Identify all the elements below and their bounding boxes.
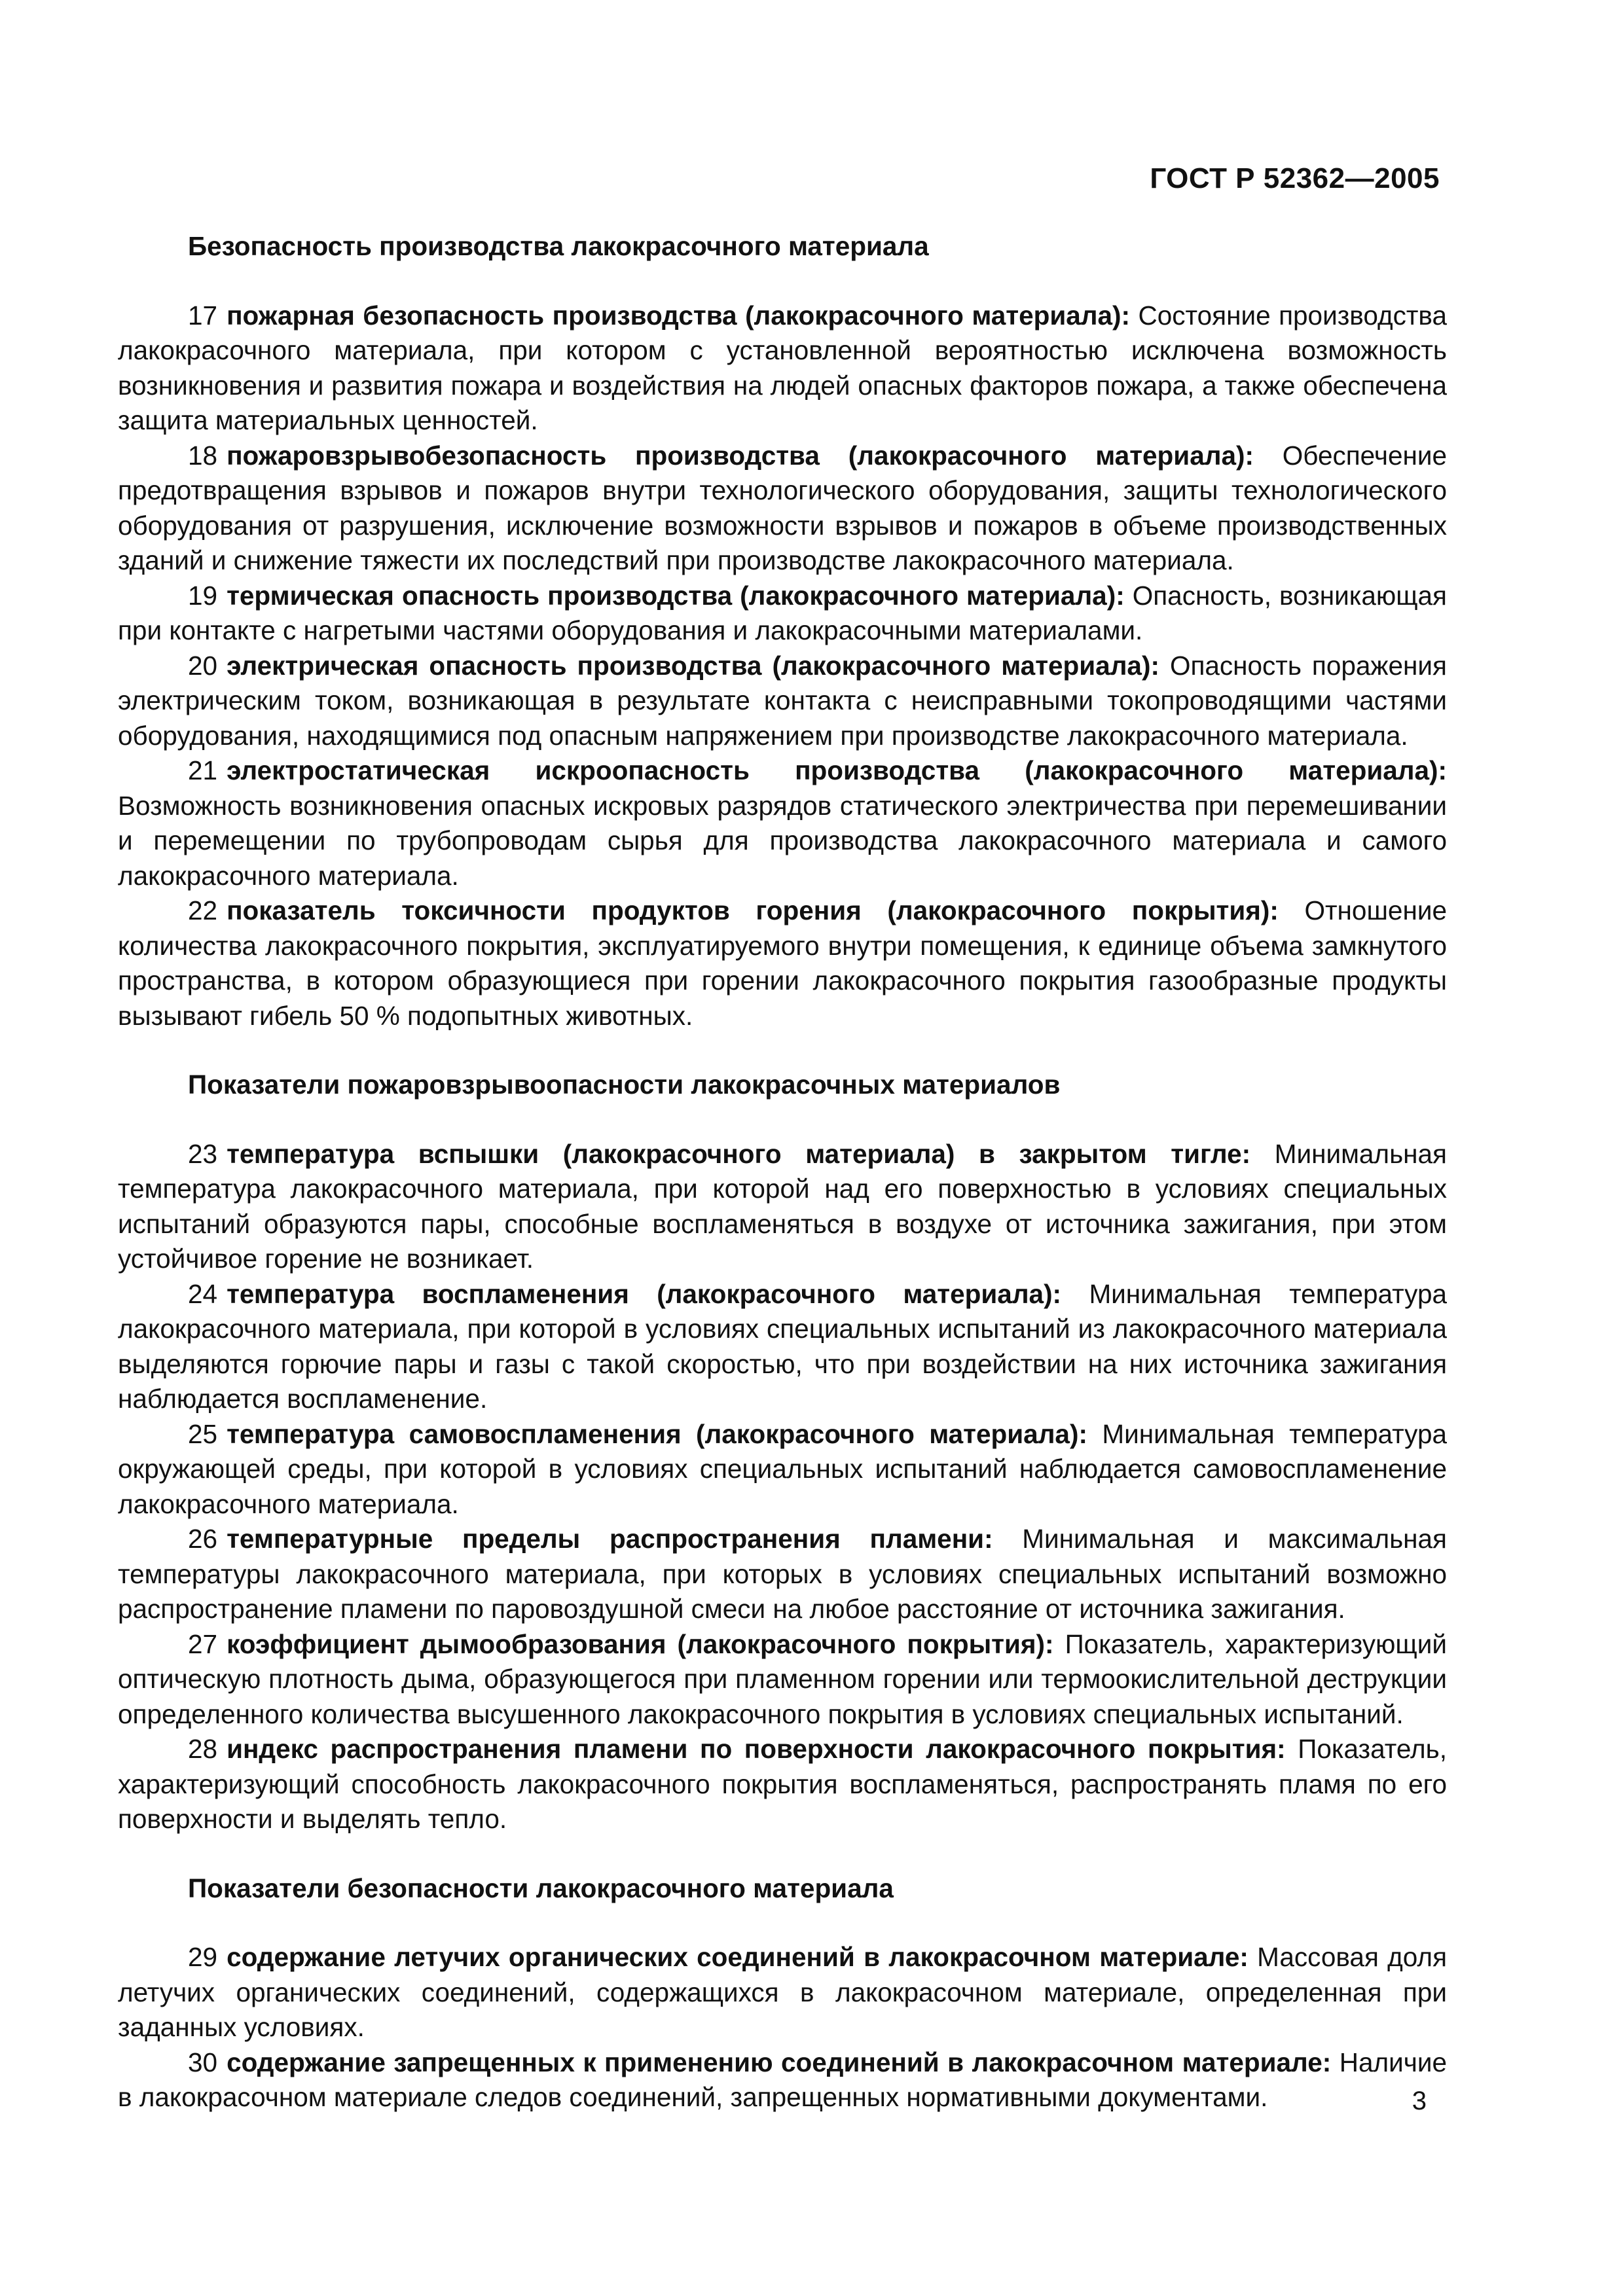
term-number: 17 <box>188 300 218 331</box>
term-entry <box>118 1732 1447 1837</box>
term-number: 28 <box>188 1734 218 1764</box>
section-title: Показатели безопасности лакокрасочного материала <box>188 1873 894 1903</box>
term-number: 21 <box>188 755 218 785</box>
term-name: содержание запрещенных к применению соединений в лакокрасочном материале: <box>227 2047 1332 2077</box>
term-definition: Состояние производства лакокрасочного материала, при котором с установленной вероятностью исключена возможность возникновения и развития пожара и воздействия на людей опасных факторов пожара, а также обеспечена защита материальных ценностей. <box>118 300 1447 435</box>
term-definition: Показатель, характеризующий способность лакокрасочного покрытия воспламеняться, распространять пламя по его поверхности и выделять тепло. <box>118 1734 1447 1834</box>
document-code-header: ГОСТ Р 52362—2005 <box>1150 162 1440 194</box>
term-name: коэффициент дымообразования (лакокрасочного покрытия): <box>227 1628 1054 1659</box>
term-definition: Отношение количества лакокрасочного покрытия, эксплуатируемого внутри помещения, к единице объема замкнутого пространства, в котором образующиеся при горении лакокрасочного покрытия газообразные продукты вызывают гибель 50 % подопытных животных. <box>118 895 1447 1031</box>
section-title: Безопасность производства лакокрасочного материала <box>188 231 929 261</box>
term-entry <box>118 439 1447 579</box>
term-definition: Массовая доля летучих органических соединений, содержащихся в лакокрасочном материале, определенная при заданных условиях. <box>118 1942 1447 2042</box>
term-number: 19 <box>188 580 218 611</box>
term-name: температура воспламенения (лакокрасочного материала): <box>227 1278 1062 1309</box>
term-name: термическая опасность производства (лакокрасочного материала): <box>227 580 1125 611</box>
term-number: 30 <box>188 2047 218 2077</box>
term-number: 24 <box>188 1278 218 1309</box>
term-entry <box>118 1522 1447 1627</box>
term-number: 25 <box>188 1418 218 1449</box>
term-name: электрическая опасность производства (лакокрасочного материала): <box>227 650 1159 681</box>
term-number: 26 <box>188 1524 218 1554</box>
term-definition: Показатель, характеризующий оптическую плотность дыма, образующегося при пламенном горении или термоокислительной деструкции определенного количества высушенного лакокрасочного покрытия в условиях специальных испытаний. <box>118 1628 1447 1729</box>
term-definition: Опасность поражения электрическим током, возникающая в результате контакта с неисправными токопроводящими частями оборудования, находящимися под опасным напряжением при производстве лакокрасочного материала. <box>118 650 1447 751</box>
term-name: температурные пределы распространения пламени: <box>227 1524 993 1554</box>
term-name: пожарная безопасность производства (лакокрасочного материала): <box>227 300 1131 331</box>
term-definition: Обеспечение предотвращения взрывов и пожаров внутри технологического оборудования, защиты технологического оборудования от разрушения, исключение возможности взрывов и пожаров в объеме производственных зданий и снижение тяжести их последствий при производстве лакокрасочного материала. <box>118 440 1447 575</box>
term-name: электростатическая искроопасность производства (лакокрасочного материала): <box>227 755 1447 785</box>
term-entry <box>118 1627 1447 1732</box>
term-entry <box>118 298 1447 439</box>
term-number: 27 <box>188 1628 218 1659</box>
page-number: 3 <box>1412 2087 1427 2115</box>
term-entry <box>118 1417 1447 1522</box>
term-entry <box>118 579 1447 649</box>
term-name: индекс распространения пламени по поверхности лакокрасочного покрытия: <box>227 1734 1286 1764</box>
term-definition: Минимальная температура лакокрасочного материала, при которой в условиях специальных испытаний из лакокрасочного материала выделяются горючие пары и газы с такой скоростью, что при воздействии на них источника зажигания наблюдается воспламенение. <box>118 1278 1447 1414</box>
term-name: содержание летучих органических соединений в лакокрасочном материале: <box>227 1942 1249 1972</box>
term-number: 23 <box>188 1138 218 1169</box>
document-body <box>118 229 1447 2115</box>
term-number: 20 <box>188 650 218 681</box>
term-name: пожаровзрывобезопасность производства (лакокрасочного материала): <box>227 440 1254 471</box>
term-entry <box>118 1137 1447 1277</box>
term-number: 29 <box>188 1942 218 1972</box>
term-number: 22 <box>188 895 218 925</box>
term-entry <box>118 1277 1447 1417</box>
term-name: показатель токсичности продуктов горения (лакокрасочного покрытия): <box>227 895 1279 925</box>
term-definition: Минимальная и максимальная температуры лакокрасочного материала, при которых в условиях специальных испытаний возможно распространение пламени по паровоздушной смеси на любое расстояние от источника зажигания. <box>118 1524 1447 1624</box>
term-entry <box>118 649 1447 754</box>
term-definition: Минимальная температура окружающей среды, при которой в условиях специальных испытаний наблюдается самовоспламенение лакокрасочного материала. <box>118 1418 1447 1519</box>
term-definition: Наличие в лакокрасочном материале следов соединений, запрещенных нормативными документами. <box>118 2047 1447 2112</box>
term-entry <box>118 753 1447 893</box>
term-entry <box>118 2045 1447 2115</box>
section-title: Показатели пожаровзрывоопасности лакокрасочных материалов <box>188 1069 1061 1100</box>
term-entry <box>118 1940 1447 2045</box>
term-name: температура вспышки (лакокрасочного материала) в закрытом тигле: <box>227 1138 1251 1169</box>
term-definition: Опасность, возникающая при контакте с нагретыми частями оборудования и лакокрасочными материалами. <box>118 580 1447 645</box>
term-name: температура самовоспламенения (лакокрасочного материала): <box>227 1418 1087 1449</box>
term-number: 18 <box>188 440 218 471</box>
term-entry <box>118 893 1447 1033</box>
term-definition: Минимальная температура лакокрасочного материала, при которой над его поверхностью в условиях специальных испытаний образуются пары, способные воспламеняться в воздухе от источника зажигания, при этом устойчивое горение не возникает. <box>118 1138 1447 1274</box>
term-definition: Возможность возникновения опасных искровых разрядов статического электричества при перемешивании и перемещении по трубопроводам сырья для производства лакокрасочного материала и самого лакокрасочного материала. <box>118 790 1447 891</box>
